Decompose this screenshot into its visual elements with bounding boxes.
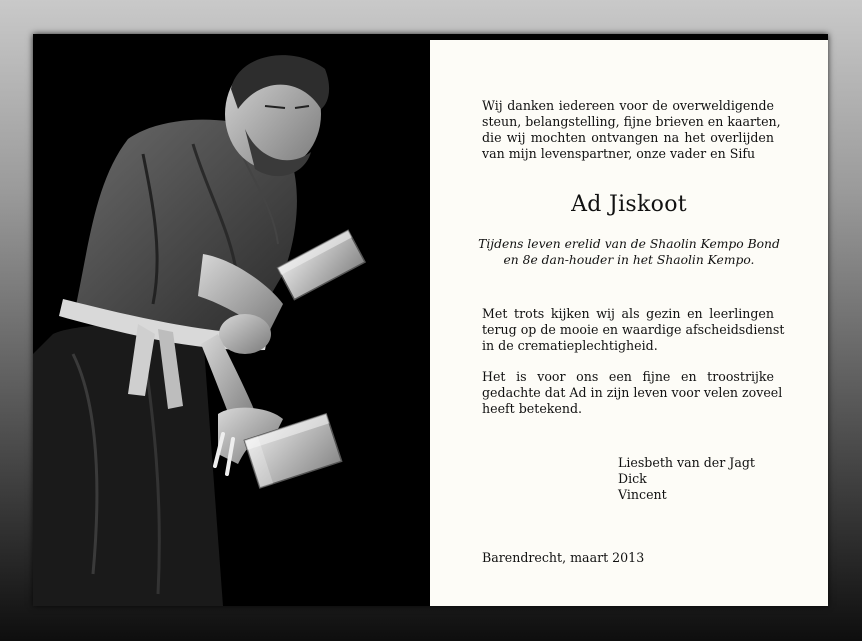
subtitle-line: Tijdens leven erelid van de Shaolin Kempo Bond [478, 237, 780, 251]
signer-name: Vincent [618, 487, 667, 502]
deceased-name: Ad Jiskoot [571, 192, 687, 217]
pride-paragraph [482, 306, 785, 354]
place-date: Barendrecht, maart 2013 [482, 550, 645, 565]
intro-paragraph [482, 98, 781, 162]
pride-line: in de crematieplechtigheid. [482, 338, 658, 353]
thought-paragraph [482, 369, 783, 417]
signer-name: Liesbeth van der Jagt [618, 455, 755, 470]
thought-line: heeft betekend. [482, 401, 583, 416]
intro-line: van mijn levenspartner, onze vader en Sifu [482, 146, 756, 161]
signers-block [618, 455, 755, 503]
pride-line: Met trots kijken wij als gezin en leerlingen [482, 306, 774, 321]
signer-name: Dick [618, 471, 647, 486]
thought-line: gedachte dat Ad in zijn leven voor velen zoveel [482, 385, 783, 400]
subtitle-line: en 8e dan-houder in het Shaolin Kempo. [503, 253, 755, 267]
intro-line: Wij danken iedereen voor de overweldigende [482, 98, 774, 113]
pride-line: terug op de mooie en waardige afscheidsdienst [482, 322, 785, 337]
intro-line: steun, belangstelling, fijne brieven en kaarten, [482, 114, 781, 129]
acknowledgement-card [430, 40, 828, 606]
portrait-photo [33, 34, 428, 606]
portrait-illustration [33, 34, 428, 606]
intro-line: die wij mochten ontvangen na het overlijden [482, 130, 774, 145]
honorary-subtitle [430, 236, 828, 268]
thought-line: Het is voor ons een fijne en troostrijke [482, 369, 774, 384]
